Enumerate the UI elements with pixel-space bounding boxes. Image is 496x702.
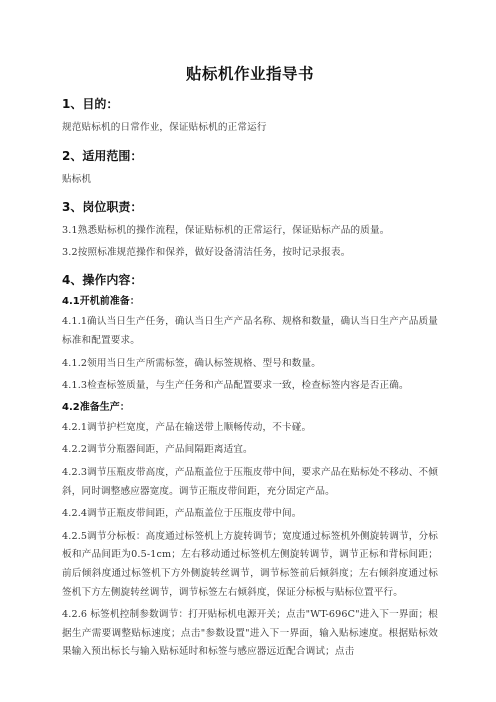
document-title: 贴标机作业指导书 bbox=[185, 65, 314, 83]
subsection-heading-production-prep: 4.2准备生产： bbox=[62, 401, 130, 413]
duty-item: 3.1熟悉贴标机的操作流程，保证贴标机的正常运行，保证贴标产品的质量。 bbox=[62, 225, 390, 237]
production-prep-item: 4.2.4调节正瓶皮带间距，产品瓶盖位于压瓶皮带中间。 bbox=[62, 508, 302, 520]
production-prep-item: 4.2.3调节压瓶皮带高度，产品瓶盖位于压瓶皮带中间，要求产品在贴标处不移动、不倾斜，同时调整感应器宽度。调节正瓶皮带间距，充分固定产品。 bbox=[62, 466, 438, 497]
duty-item: 3.2按照标准规范操作和保养，做好设备清洁任务，按时记录报表。 bbox=[62, 246, 351, 258]
production-prep-item: 4.2.2调节分瓶器间距，产品间隔距离适宜。 bbox=[62, 444, 253, 456]
production-prep-item: 4.2.1调节护栏宽度，产品在输送带上顺畅传动，不卡碰。 bbox=[62, 421, 312, 433]
pre-start-item: 4.1.3检查标签质量，与生产任务和产品配置要求一致，检查标签内容是否正确。 bbox=[62, 380, 409, 392]
section-text-scope: 贴标机 bbox=[62, 173, 92, 185]
subsection-heading-pre-start: 4.1开机前准备： bbox=[62, 296, 140, 308]
section-heading-purpose: 1、目的： bbox=[62, 97, 119, 111]
section-text-purpose: 规范贴标机的日常作业，保证贴标机的正常运行 bbox=[62, 122, 267, 133]
pre-start-item: 4.1.2领用当日生产所需标签，确认标签规格、型号和数量。 bbox=[62, 357, 322, 369]
pre-start-item: 4.1.1确认当日生产任务，确认当日生产产品名称、规格和数量，确认当日生产产品质量标准和配置要求。 bbox=[62, 316, 438, 346]
section-heading-scope: 2、适用范围： bbox=[62, 148, 143, 163]
production-prep-item: 4.2.5调节分标板：高度通过标签机上方旋转调节；宽度通过标签机外侧旋转调节，分标板和产品间距为0.5-1cm；左右移动通过标签机左侧旋转调节，调节正标和背标间距；前后倾斜度通过标签机下方外侧旋转丝调节，调节标签前后倾斜度；左右倾斜度通过标签机下方左侧旋转丝调节，调节标签左右倾斜度，保证分标板与贴标位置平行。 bbox=[62, 530, 438, 598]
production-prep-item: 4.2.6 标签机控制参数调节：打开贴标机电源开关；点击"WT-696C"进入下一界面；根据生产需要调整贴标速度；点击"参数设置"进入下一界面，输入贴标速度。根据贴标效果输入预出标长与输入贴标延时和标签与感应器远近配合调试；点击 bbox=[62, 609, 438, 658]
section-heading-operations: 4、操作内容： bbox=[62, 273, 143, 288]
section-heading-duties: 3、岗位职责： bbox=[62, 200, 143, 215]
